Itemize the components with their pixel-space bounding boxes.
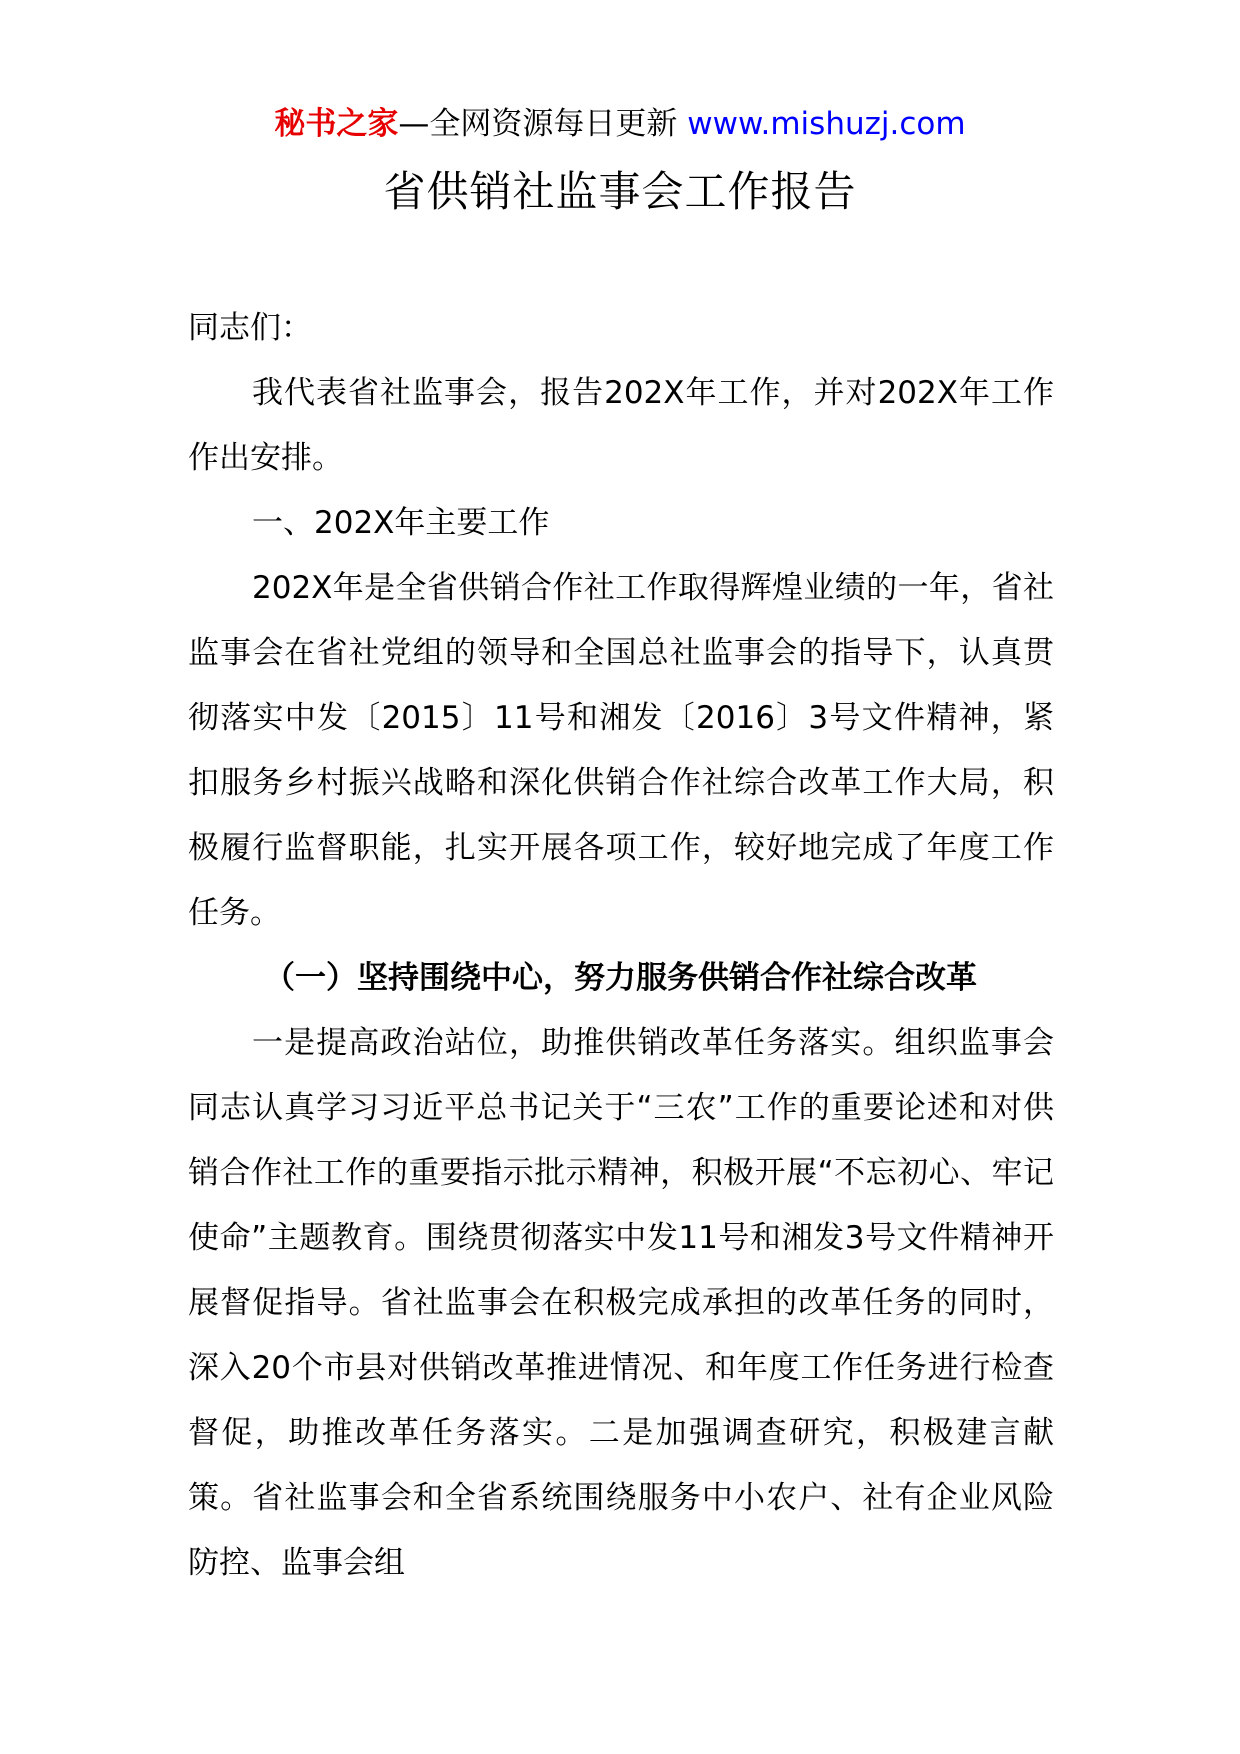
- salutation: 同志们：: [188, 310, 312, 346]
- section-heading-1: 一、202X年主要工作: [252, 505, 550, 541]
- subsection-heading-1: （一）坚持围绕中心，努力服务供销合作社综合改革: [264, 960, 977, 996]
- document-title: 省供销社监事会工作报告: [383, 167, 857, 216]
- site-url-link[interactable]: www.mishuzj.com: [687, 106, 966, 142]
- intro-paragraph: 我代表省社监事会，报告202X年工作，并对202X年工作作出安排。: [188, 375, 1054, 476]
- site-header: [0, 100, 1240, 148]
- brand-name: 秘书之家: [274, 106, 399, 142]
- document-body: [188, 296, 1054, 1596]
- header-slogan: —全网资源每日更新: [398, 106, 688, 142]
- subsection-1-paragraph: 一是提高政治站位，助推供销改革任务落实。组织监事会同志认真学习习近平总书记关于“三农”工作的重要论述和对供销合作社工作的重要指示批示精神，积极开展“不忘初心、牢记使命”主题教育。围绕贯彻落实中发11号和湘发3号文件精神开展督促指导。省社监事会在积极完成承担的改革任务的同时，深入20个市县对供销改革推进情况、和年度工作任务进行检查督促，助推改革任务落实。二是加强调查研究，积极建言献策。省社监事会和全省系统围绕服务中小农户、社有企业风险防控、监事会组: [188, 1025, 1054, 1581]
- section-1-paragraph: 202X年是全省供销合作社工作取得辉煌业绩的一年，省社监事会在省社党组的领导和全国总社监事会的指导下，认真贯彻落实中发〔2015〕11号和湘发〔2016〕3号文件精神，紧扣服务乡村振兴战略和深化供销合作社综合改革工作大局，积极履行监督职能，扎实开展各项工作，较好地完成了年度工作任务。: [188, 570, 1054, 931]
